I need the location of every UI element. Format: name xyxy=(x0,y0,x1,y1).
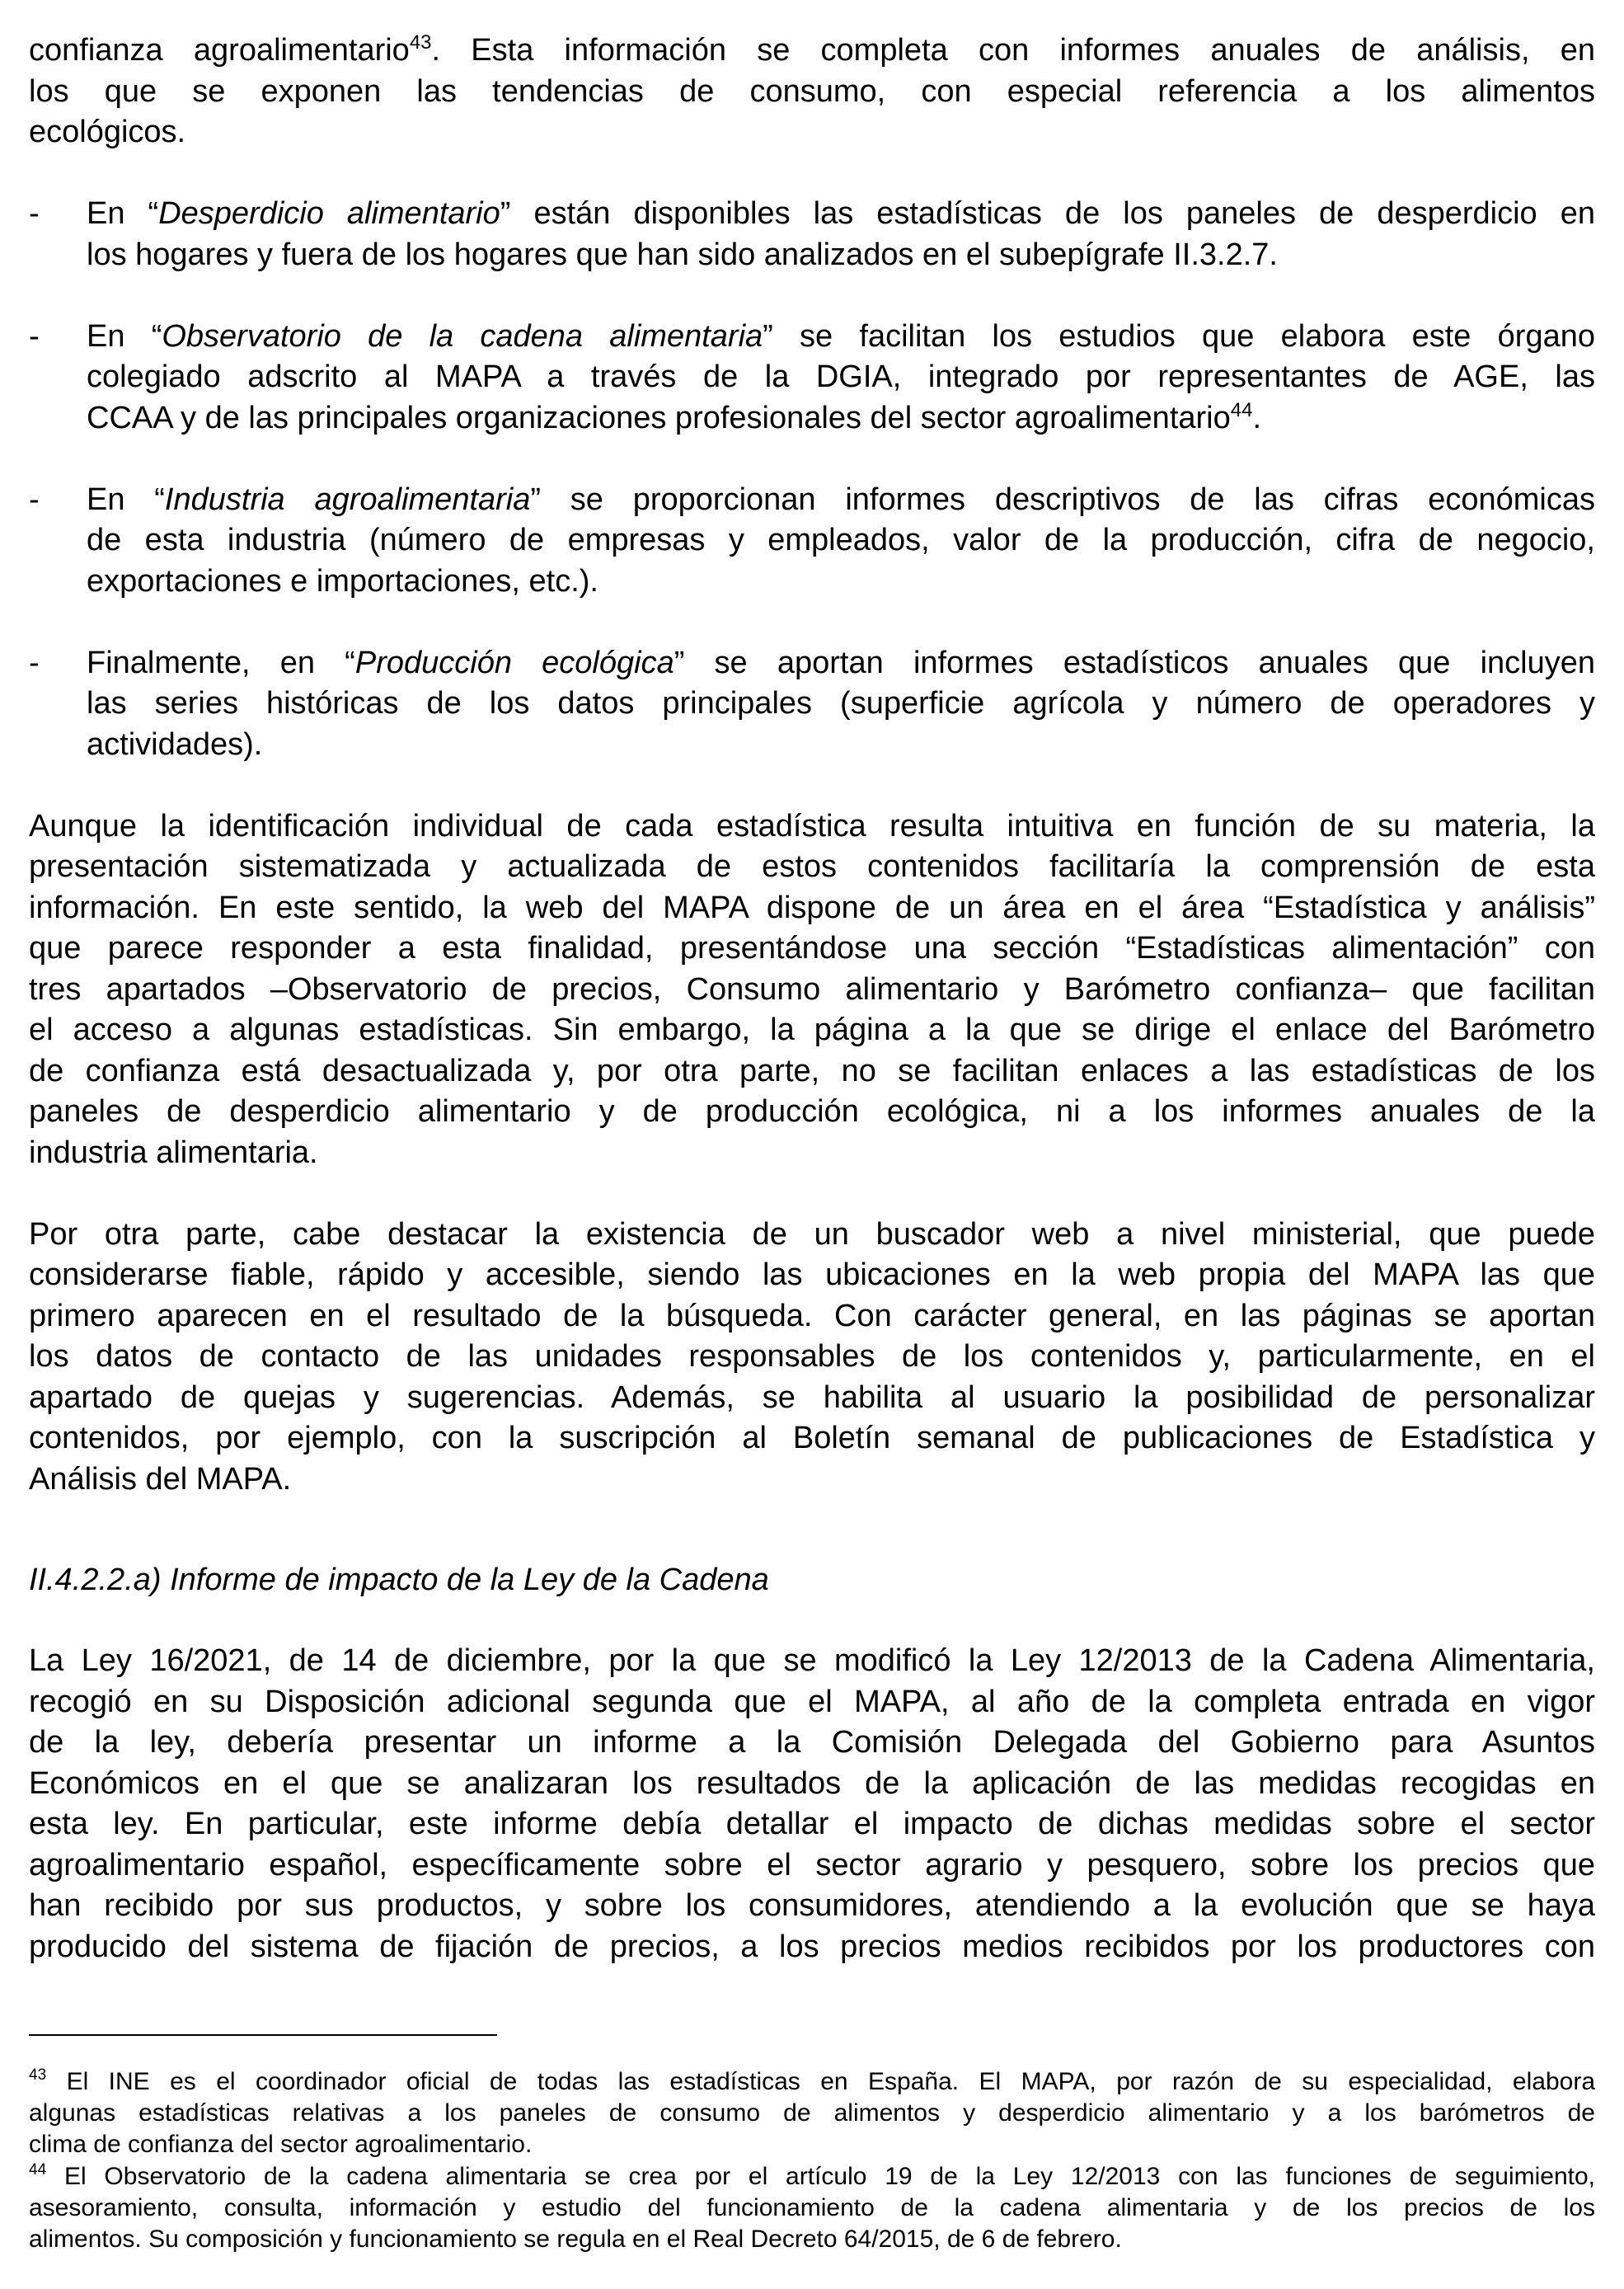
text-line: de la ley, debería presentar un informe a la Comisión Delegada del Gobierno para Asuntos xyxy=(29,1725,1595,1760)
text-line: agroalimentario español, específicamente sobre el sector agrario y pesquero, sobre los precios que xyxy=(29,1847,1595,1882)
text-line: En “Desperdicio alimentario” están disponibles las estadísticas de los paneles de desperdicio en xyxy=(87,196,1595,231)
text-line: En “Observatorio de la cadena alimentaria” se facilitan los estudios que elabora este órgano xyxy=(87,318,1595,354)
section-heading: II.4.2.2.a) Informe de impacto de la Ley de la Cadena xyxy=(29,1563,769,1597)
text-line: Aunque la identificación individual de cada estadística resulta intuitiva en función de su materia, la xyxy=(29,808,1595,844)
footnote-separator xyxy=(29,2034,497,2036)
footnote-ref-44[interactable]: 44 xyxy=(1230,398,1253,421)
text-line: ecológicos. xyxy=(29,115,186,149)
footnote-line: $^{43}$ El INE es el coordinador oficial de todas las estadísticas en España. El MAPA, por razón de su especialidad, elabora xyxy=(29,2066,1595,2095)
text-line: actividades). xyxy=(87,726,263,762)
emphasis-term: Desperdicio alimentario xyxy=(158,196,500,231)
text-line: Finalmente, en “Producción ecológica” se aportan informes estadísticos anuales que incluyen xyxy=(87,645,1595,680)
text-line: exportaciones e importaciones, etc.). xyxy=(87,563,598,599)
text-line: Análisis del MAPA. xyxy=(29,1461,292,1497)
text-line: industria alimentaria. xyxy=(29,1135,318,1170)
dash-bullet-icon: - xyxy=(29,482,40,517)
text-line: primero aparecen en el resultado de la búsqueda. Con carácter general, en las páginas se aportan xyxy=(29,1298,1595,1333)
text-line: Económicos en el que se analizaran los resultados de la aplicación de las medidas recogidas en xyxy=(29,1765,1595,1801)
text-line: recogió en su Disposición adicional segunda que el MAPA, al año de la completa entrada en vigor xyxy=(29,1684,1595,1719)
footnote-number: 43 xyxy=(29,2066,47,2084)
dash-bullet-icon: - xyxy=(29,645,40,680)
dash-bullet-icon: - xyxy=(29,196,40,231)
text-line: los hogares y fuera de los hogares que han sido analizados en el subepígrafe II.3.2.7. xyxy=(87,237,1278,272)
dash-bullet-icon: - xyxy=(29,318,40,354)
text-line: los datos de contacto de las unidades responsables de los contenidos y, particularmente, en el xyxy=(29,1339,1595,1374)
footnote-line: clima de confianza del sector agroalimentario. xyxy=(29,2131,533,2159)
footnote-line: asesoramiento, consulta, información y estudio del funcionamiento de la cadena alimentaria y de los precios de los xyxy=(29,2193,1595,2221)
emphasis-term: Industria agroalimentaria xyxy=(164,482,531,517)
emphasis-term: Producción ecológica xyxy=(354,645,674,680)
text-line: confianza agroalimentario$^{43}$. Esta información se completa con informes anuales de análisis, en xyxy=(29,31,1595,68)
text-line: colegiado adscrito al MAPA a través de la DGIA, integrado por representantes de AGE, las xyxy=(87,360,1595,394)
text-line: que parece responder a esta finalidad, presentándose una sección “Estadísticas alimentación” con xyxy=(29,931,1595,966)
text-line: tres apartados –Observatorio de precios, Consumo alimentario y Barómetro confianza– que facilitan xyxy=(29,971,1595,1007)
text-line: La Ley 16/2021, de 14 de diciembre, por la que se modificó la Ley 12/2013 de la Cadena Alimentaria, xyxy=(29,1643,1595,1678)
text-line: presentación sistematizada y actualizada de estos contenidos facilitaría la comprensión de esta xyxy=(29,849,1595,884)
text-line: el acceso a algunas estadísticas. Sin embargo, la página a la que se dirige el enlace del Barómetro xyxy=(29,1013,1595,1047)
text-line: producido del sistema de fijación de precios, a los precios medios recibidos por los productores con xyxy=(29,1929,1595,1964)
text-line: las series históricas de los datos principales (superficie agrícola y número de operadores y xyxy=(87,686,1595,721)
text-line: han recibido por sus productos, y sobre los consumidores, atendiendo a la evolución que se haya xyxy=(29,1888,1595,1923)
footnote-line: algunas estadísticas relativas a los paneles de consumo de alimentos y desperdicio alimentario y a los barómetros de xyxy=(29,2099,1595,2127)
text-line: los que se exponen las tendencias de consumo, con especial referencia a los alimentos xyxy=(29,73,1595,109)
text-line: Por otra parte, cabe destacar la existencia de un buscador web a nivel ministerial, que puede xyxy=(29,1216,1595,1252)
text-line: de esta industria (número de empresas y empleados, valor de la producción, cifra de negocio, xyxy=(87,523,1595,557)
text-line: considerarse fiable, rápido y accesible, siendo las ubicaciones en la web propia del MAPA las que xyxy=(29,1257,1595,1292)
text-line: información. En este sentido, la web del MAPA dispone de un área en el área “Estadística y análisis” xyxy=(29,890,1595,925)
footnote-line: $^{44}$ El Observatorio de la cadena alimentaria se crea por el artículo 19 de la Ley 12/2013 con las funciones de seguimiento, xyxy=(29,2160,1595,2190)
text-line: apartado de quejas y sugerencias. Además, se habilita al usuario la posibilidad de personalizar xyxy=(29,1380,1595,1415)
text-line: esta ley. En particular, este informe debía detallar el impacto de dichas medidas sobre el sector xyxy=(29,1807,1595,1841)
text-line: En “Industria agroalimentaria” se proporcionan informes descriptivos de las cifras económicas xyxy=(87,482,1595,517)
text-line: de confianza está desactualizada y, por otra parte, no se facilitan enlaces a las estadísticas de los xyxy=(29,1053,1595,1088)
footnote-ref-43[interactable]: 43 xyxy=(409,31,432,54)
text-line: CCAA y de las principales organizaciones profesionales del sector agroalimentario$^{44}$. xyxy=(87,398,1262,435)
text-line: paneles de desperdicio alimentario y de producción ecológica, ni a los informes anuales de la xyxy=(29,1094,1595,1129)
footnote-number: 44 xyxy=(29,2160,47,2179)
text-line: contenidos, por ejemplo, con la suscripción al Boletín semanal de publicaciones de Estadística y xyxy=(29,1421,1595,1455)
emphasis-term: Observatorio de la cadena alimentaria xyxy=(162,318,763,354)
footnote-line: alimentos. Su composición y funcionamiento se regula en el Real Decreto 64/2015, de 6 de febrero. xyxy=(29,2226,1122,2253)
